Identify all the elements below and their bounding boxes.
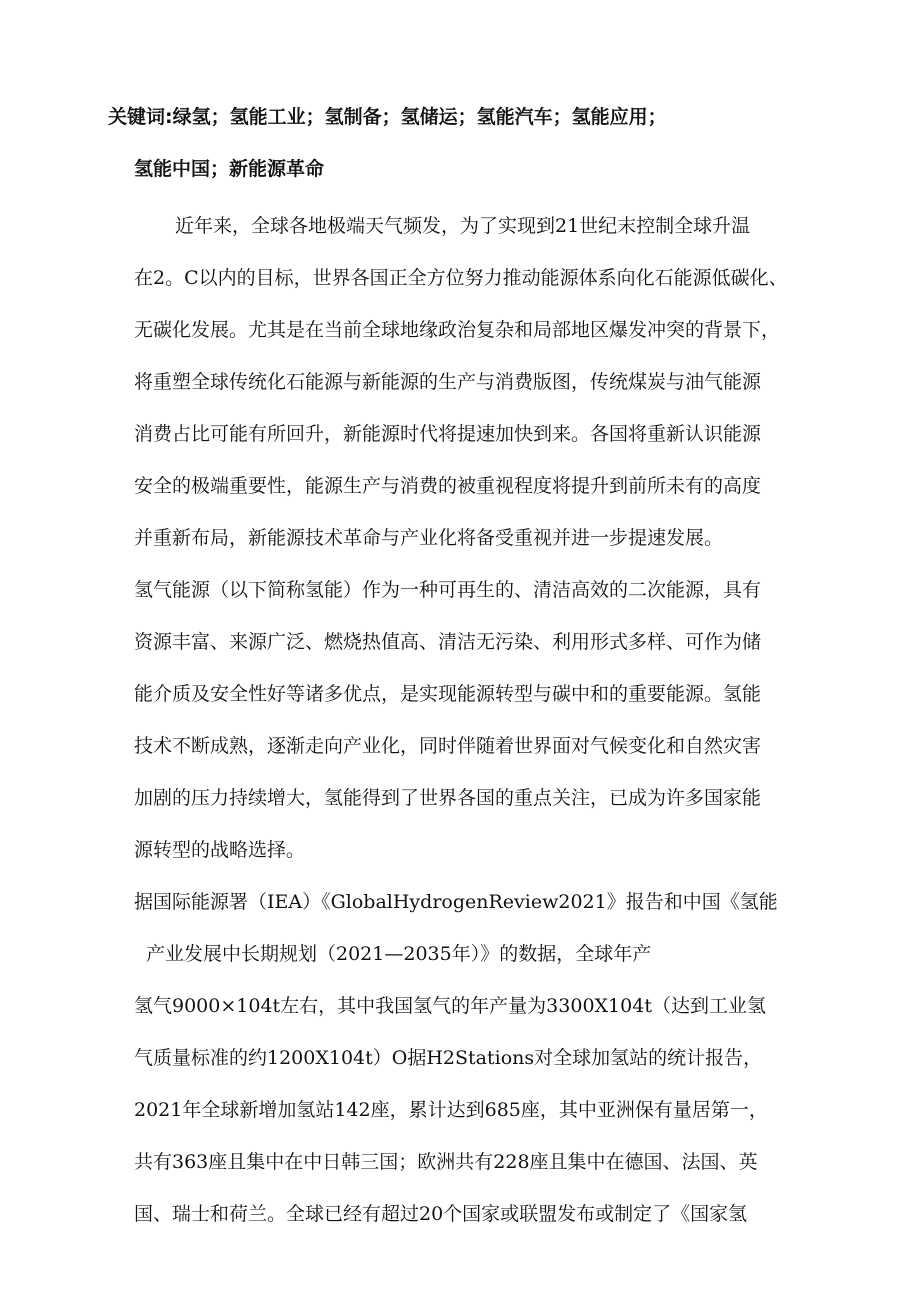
paragraph-3-line-3: 氢气9000×104t左右，其中我国氢气的年产量为3300X104t（达到工业氢 xyxy=(134,995,766,1017)
paragraph-2-line-2: 资源丰富、来源广泛、燃烧热值高、清洁无污染、利用形式多样、可作为储 xyxy=(134,631,762,653)
paragraph-2-line-1: 氢气能源（以下简称氢能）作为一种可再生的、清洁高效的二次能源，具有 xyxy=(134,579,762,601)
paragraph-3-line-6: 共有363座且集中在中日韩三国；欧洲共有228座且集中在德国、法国、英 xyxy=(134,1151,758,1173)
paragraph-1-line-1: 近年来，全球各地极端天气频发，为了实现到21世纪末控制全球升温 xyxy=(175,215,751,237)
paragraph-3-line-2: 产业发展中长期规划（2021—2035年）》的数据，全球年产 xyxy=(146,943,652,965)
paragraph-1-line-7: 并重新布局，新能源技术革命与产业化将备受重视并进一步提速发展。 xyxy=(134,527,724,549)
paragraph-3-line-4: 气质量标准的约1200X104t）O据H2Stations对全球加氢站的统计报告， xyxy=(134,1047,763,1069)
paragraph-2-line-6: 源转型的战略选择。 xyxy=(134,839,306,861)
keywords-line-2: 氢能中国；新能源革命 xyxy=(134,158,325,180)
paragraph-1-line-2: 在2。C以内的目标，世界各国正全方位努力推动能源体系向化石能源低碳化、 xyxy=(134,267,788,289)
keywords-line-1: 关键词:绿氢；氢能工业；氢制备；氢储运；氢能汽车；氢能应用； xyxy=(108,106,667,128)
paragraph-3-line-5: 2021年全球新增加氢站142座，累计达到685座，其中亚洲保有量居第一， xyxy=(134,1099,768,1121)
paragraph-2-line-3: 能介质及安全性好等诸多优点，是实现能源转型与碳中和的重要能源。氢能 xyxy=(134,683,762,705)
paragraph-1-line-5: 消费占比可能有所回升，新能源时代将提速加快到来。各国将重新认识能源 xyxy=(134,423,762,445)
paragraph-1-line-3: 无碳化发展。尤其是在当前全球地缘政治复杂和局部地区爆发冲突的背景下， xyxy=(134,319,781,341)
paragraph-1-line-4: 将重塑全球传统化石能源与新能源的生产与消费版图，传统煤炭与油气能源 xyxy=(134,371,762,393)
paragraph-2-line-4: 技术不断成熟，逐渐走向产业化，同时伴随着世界面对气候变化和自然灾害 xyxy=(134,735,762,757)
paragraph-3-line-7: 国、瑞士和荷兰。全球已经有超过20个国家或联盟发布或制定了《国家氢 xyxy=(134,1203,748,1225)
paragraph-1-line-6: 安全的极端重要性，能源生产与消费的被重视程度将提升到前所未有的高度 xyxy=(134,475,762,497)
paragraph-3-line-1: 据国际能源署（IEA）《GlobalHydrogenReview2021》报告和中国《氢能 xyxy=(134,891,778,913)
paragraph-2-line-5: 加剧的压力持续增大，氢能得到了世界各国的重点关注，已成为许多国家能 xyxy=(134,787,762,809)
